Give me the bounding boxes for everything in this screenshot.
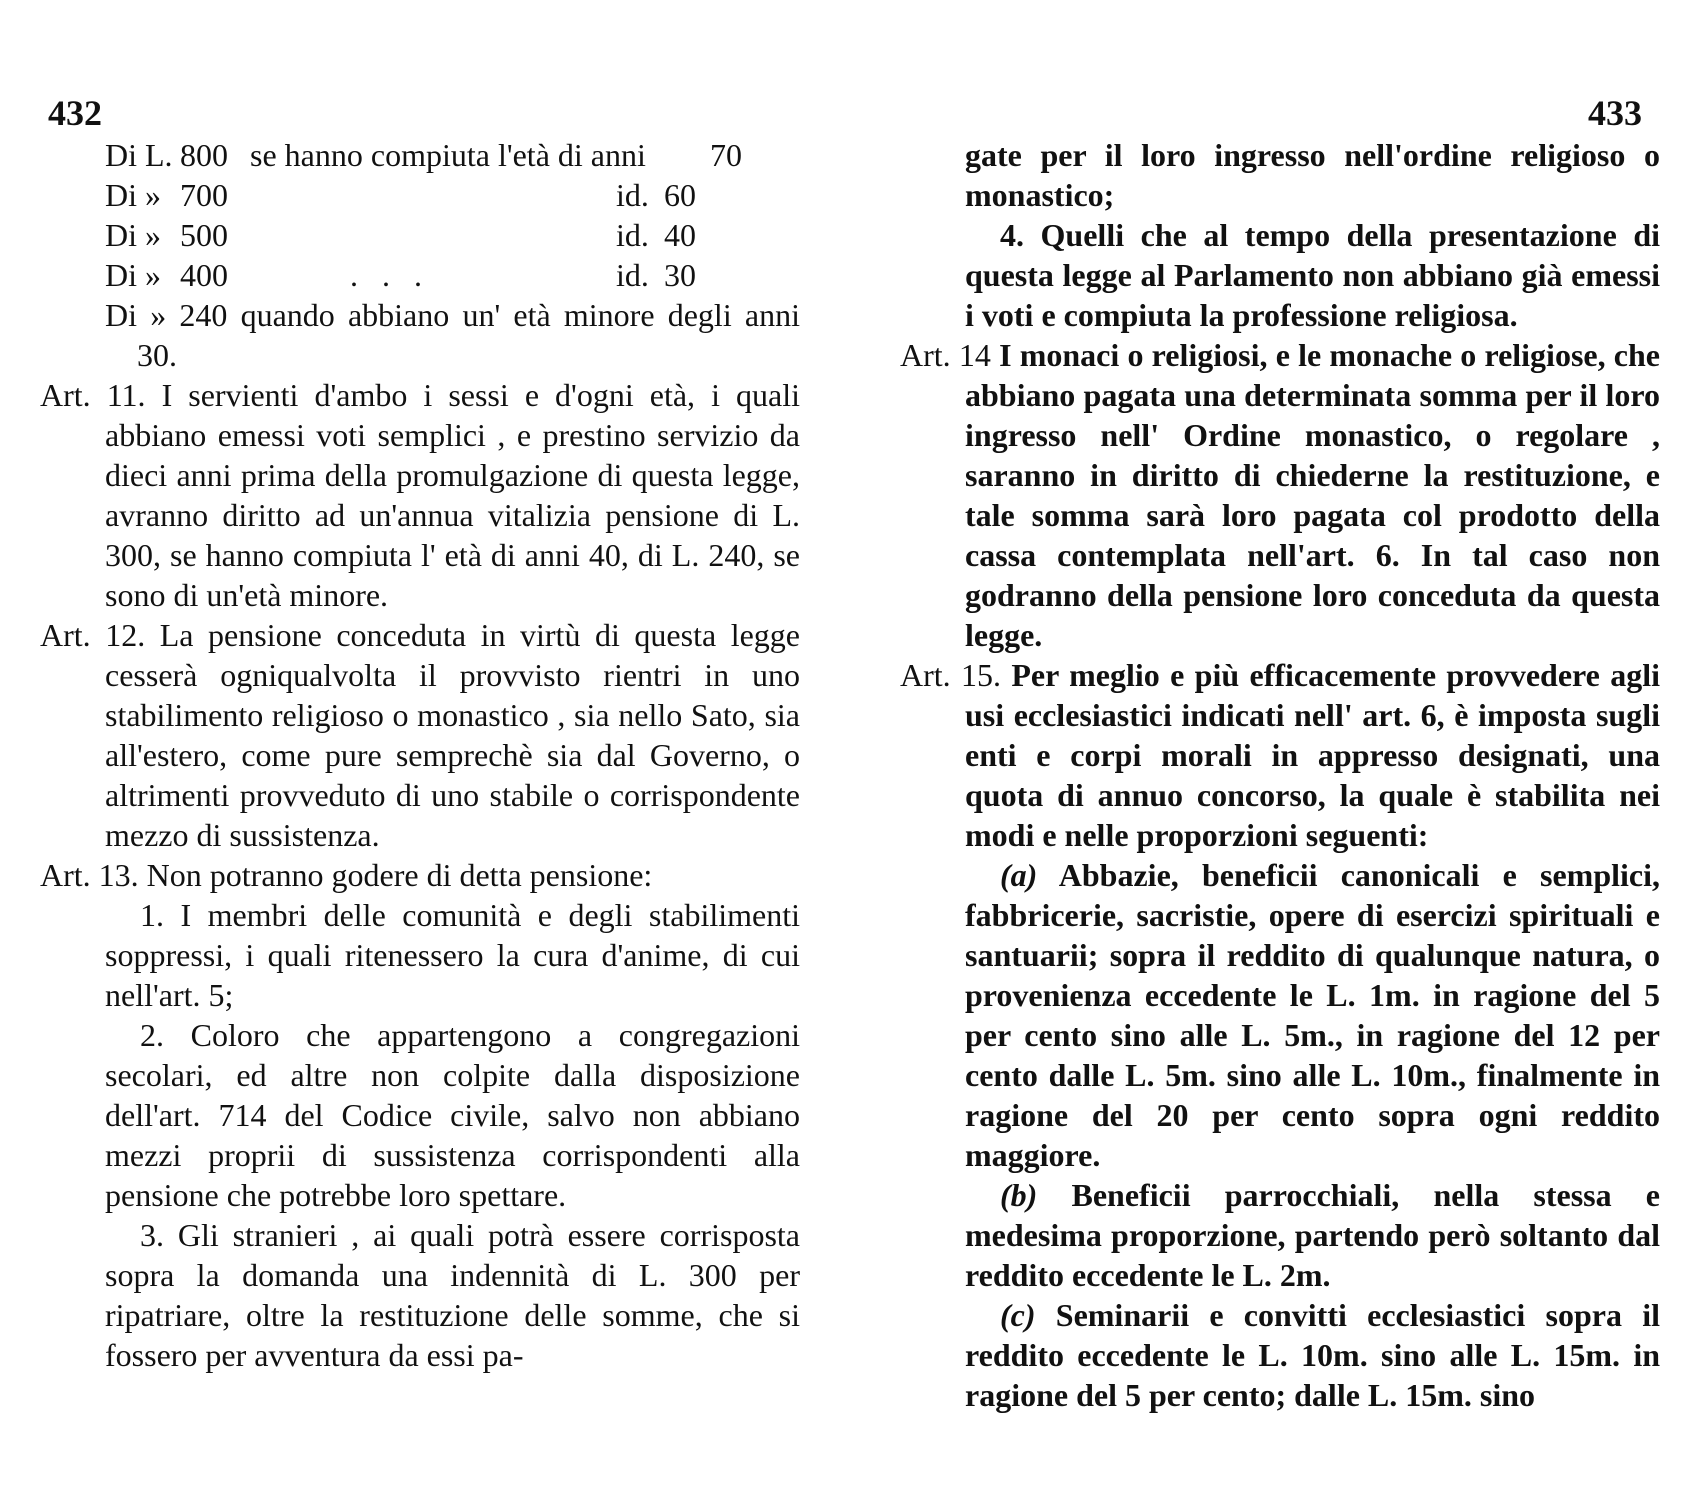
item-text: Beneficii parrocchiali, nella stessa e medesima proporzione, partendo però soltanto dal reddito eccedente le L. 2m. <box>965 1177 1661 1293</box>
article-11 <box>40 375 800 615</box>
article-label: Art. 11. <box>40 377 146 413</box>
pension-condition: se hanno compiuta l'età di anni <box>250 137 646 173</box>
item-letter: (b) <box>1000 1177 1038 1213</box>
article-label: Art. 15. <box>900 657 1002 693</box>
left-page-body <box>40 135 800 1375</box>
pension-age: 30 <box>664 257 696 293</box>
pension-amount: 800 <box>180 137 228 173</box>
article-15 <box>900 655 1660 855</box>
article-13-item: 3. Gli stranieri , ai quali potrà essere corrisposta sopra la domanda una indennità di L. 300 per ripatriare, oltre la restituzione delle somme, che si fossero per avventura da essi pa- <box>105 1217 800 1373</box>
page-number-left: 432 <box>48 93 102 133</box>
item-letter: (c) <box>1000 1297 1036 1333</box>
pension-amount: 400 <box>180 257 228 293</box>
article-label: Art. 13. <box>40 857 139 893</box>
article-label: Art. 14 <box>900 337 991 373</box>
article-text: I monaci o religiosi, e le monache o religiose, che abbiano pagata una determinata somma per il loro ingresso nell' Ordine monastico, o regolare , saranno in diritto di chiederne la restituzione, e tale somma sarà loro pagata col prodotto della cassa contemplata nell'art. 6. In tal caso non godranno della pensione loro conceduta da questa legge. <box>965 337 1661 653</box>
pension-id: id. <box>616 177 649 213</box>
pension-id: id. <box>616 217 649 253</box>
article-12 <box>40 615 800 855</box>
carried-over-text: gate per il loro ingresso nell'ordine religioso o monastico; <box>965 137 1660 213</box>
article-13-item: 2. Coloro che appartengono a congregazioni secolari, ed altre non colpite dalla disposizione dell'art. 714 del Codice civile, salvo non abbiano mezzi proprii di sussistenza corrispondenti alla pensione che potrebbe loro spettare. <box>105 1017 800 1213</box>
right-page <box>900 0 1660 1500</box>
article-15-item-c <box>900 1295 1660 1415</box>
pension-age: 60 <box>664 177 696 213</box>
pension-row <box>40 255 800 295</box>
pension-age: 40 <box>664 217 696 253</box>
pension-amount: 700 <box>180 177 228 213</box>
page-number-right: 433 <box>1588 93 1642 133</box>
article-15-item-a <box>900 855 1660 1175</box>
pension-dots: . . . <box>350 257 430 293</box>
article-text: La pensione conceduta in virtù di questa legge cesserà ogniqualvolta il provvisto rientri in uno stabilimento religioso o monastico , sia nello Sato, sia all'estero, come pure semprechè sia dal Governo, o altrimenti provveduto di uno stabile o corrispondente mezzo di sussistenza. <box>105 617 801 853</box>
article-13 <box>40 855 800 895</box>
pension-di: Di » <box>105 217 161 253</box>
pension-di: Di L. <box>105 137 173 173</box>
item-text: Seminarii e convitti ecclesiastici sopra il reddito eccedente le L. 10m. sino alle L. 15m. in ragione del 5 per cento; dalle L. 15m. sino <box>965 1297 1661 1413</box>
pension-row-under-30: Di » 240 quando abbiano un' età minore degli anni 30. <box>105 297 800 373</box>
article-text: I servienti d'ambo i sessi e d'ogni età, i quali abbiano emessi voti semplici , e prestino servizio da dieci anni prima della promulgazione di questa legge, avranno diritto ad un'annua vitalizia pensione di L. 300, se hanno compiuta l' età di anni 40, di L. 240, se sono di un'età minore. <box>105 377 801 613</box>
pension-di: Di » <box>105 177 161 213</box>
item-text: Abbazie, beneficii canonicali e semplici, fabbricerie, sacristie, opere di esercizi spirituali e santuarii; sopra il reddito di qualunque natura, o provenienza eccedente le L. 1m. in ragione del 5 per cento sino alle L. 5m., in ragione del 12 per cento dalle L. 5m. sino alle L. 10m., finalmente in ragione del 20 per cento sopra ogni reddito maggiore. <box>965 857 1661 1173</box>
article-text: Per meglio e più efficacemente provvedere agli usi ecclesiastici indicati nell' art. 6, è imposta sugli enti e corpi morali in appresso designati, una quota di annuo concorso, la quale è stabilita nei modi e nelle proporzioni seguenti: <box>965 657 1660 853</box>
article-14 <box>900 335 1660 655</box>
article-text: Non potranno godere di detta pensione: <box>146 857 653 893</box>
article-15-item-b <box>900 1175 1660 1295</box>
left-page <box>40 0 800 1500</box>
pension-di: Di » <box>105 257 161 293</box>
pension-row <box>40 135 800 175</box>
article-13-item: 1. I membri delle comunità e degli stabilimenti soppressi, i quali ritenessero la cura d'anime, di cui nell'art. 5; <box>105 897 800 1013</box>
right-page-body <box>900 135 1660 1415</box>
article-13-item: 4. Quelli che al tempo della presentazione di questa legge al Parlamento non abbiano già emessi i voti e compiuta la professione religiosa. <box>965 217 1660 333</box>
pension-amount: 500 <box>180 217 228 253</box>
pension-id: id. <box>616 257 649 293</box>
pension-age: 70 <box>710 137 742 173</box>
pension-row <box>40 175 800 215</box>
pension-row <box>40 215 800 255</box>
item-letter: (a) <box>1000 857 1038 893</box>
article-label: Art. 12. <box>40 617 146 653</box>
